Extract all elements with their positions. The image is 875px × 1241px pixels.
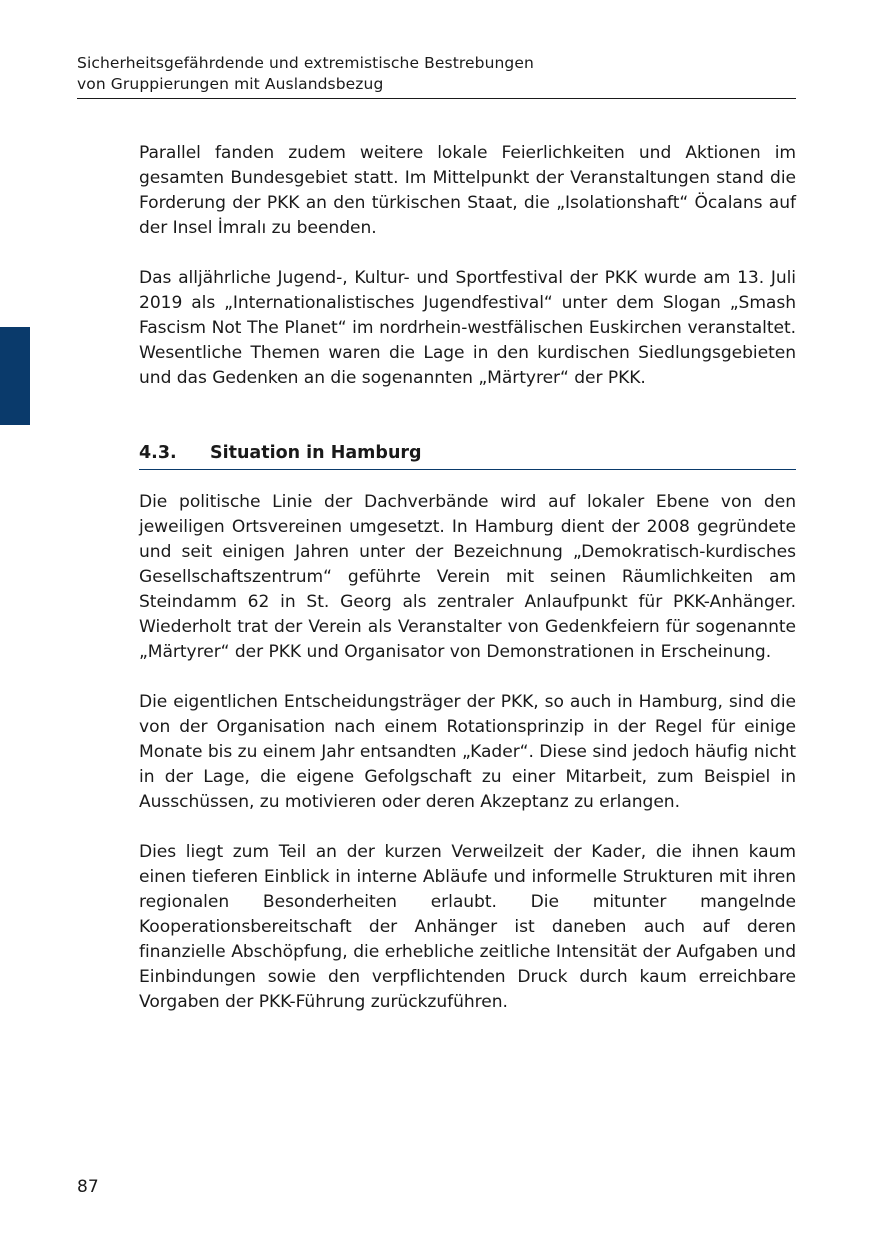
body-text-top bbox=[139, 141, 796, 391]
running-header-line-2: von Gruppierungen mit Auslandsbezug bbox=[77, 75, 384, 93]
paragraph: Die politische Linie der Dachverbände wird auf lokaler Ebene von den jeweiligen Ortsvereinen umgesetzt. In Hamburg dient der 2008 gegründete und seit einigen Jahren unter der Bezeichnung „Demokratisch-kurdisches Gesellschaftszentrum“ geführte Verein mit seinen Räumlichkeiten am Steindamm 62 in St. Georg als zentraler Anlaufpunkt für PKK-Anhänger. Wiederholt trat der Verein als Veranstalter von Gedenkfeiern für sogenannte „Märtyrer“ der PKK und Organisator von Demonstrationen in Erscheinung. bbox=[139, 492, 796, 662]
paragraph: Parallel fanden zudem weitere lokale Feierlichkeiten und Aktionen im gesamten Bundesgebiet statt. Im Mittelpunkt der Veranstaltungen stand die Forderung der PKK an den türkischen Staat, die „Isolationshaft“ Öcalans auf der Insel İmralı zu beenden. bbox=[139, 143, 796, 238]
chapter-marker-tab bbox=[0, 327, 30, 425]
section-heading bbox=[139, 441, 796, 470]
running-header-line-1: Sicherheitsgefährdende und extremistische Bestrebungen bbox=[77, 54, 534, 72]
section-number: 4.3. bbox=[139, 443, 177, 463]
section-title: Situation in Hamburg bbox=[210, 443, 422, 463]
paragraph: Dies liegt zum Teil an der kurzen Verweilzeit der Kader, die ihnen kaum einen tieferen Einblick in interne Abläufe und informelle Strukturen mit ihren regionalen Besonderheiten erlaubt. Die mitunter mangelnde Kooperationsbereitschaft der Anhänger ist daneben auch auf deren finanzielle Abschöpfung, die erhebliche zeitliche Intensität der Aufgaben und Einbindungen sowie den verpflichtenden Druck durch kaum erreichbare Vorgaben der PKK-Führung zurückzuführen. bbox=[139, 842, 796, 1012]
paragraph: Die eigentlichen Entscheidungsträger der PKK, so auch in Hamburg, sind die von der Organisation nach einem Rotationsprinzip in der Regel für einige Monate bis zu einem Jahr entsandten „Kader“. Diese sind jedoch häufig nicht in der Lage, die eigene Gefolgschaft zu einer Mitarbeit, zum Beispiel in Ausschüssen, zu motivieren oder deren Akzeptanz zu erlangen. bbox=[139, 692, 796, 812]
header-divider bbox=[77, 98, 796, 99]
paragraph: Das alljährliche Jugend-, Kultur- und Sportfestival der PKK wurde am 13. Juli 2019 als „Internationalistisches Jugendfestival“ unter dem Slogan „Smash Fascism Not The Planet“ im nordrhein-westfälischen Euskirchen veranstaltet. Wesentliche Themen waren die Lage in den kurdischen Siedlungsgebieten und das Gedenken an die sogenannten „Märtyrer“ der PKK. bbox=[139, 268, 796, 388]
running-header bbox=[77, 53, 796, 95]
body-text-section bbox=[139, 490, 796, 1015]
page-number: 87 bbox=[77, 1177, 99, 1197]
